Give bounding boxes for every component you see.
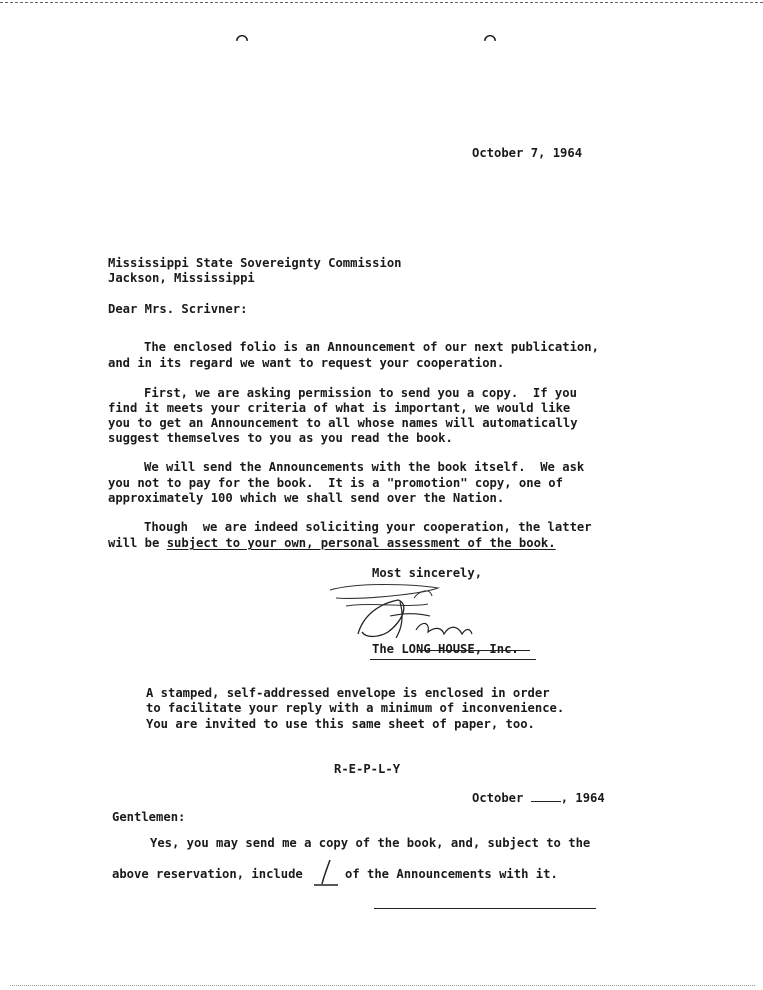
recipient-line-1: Mississippi State Sovereignty Commission bbox=[108, 256, 402, 270]
quantity-blank-mark[interactable] bbox=[312, 858, 340, 888]
paragraph-3-line-2: you not to pay for the book. It is a "promotion" copy, one of bbox=[108, 476, 563, 490]
paragraph-1-line-1: The enclosed folio is an Announcement of our next publication, bbox=[144, 340, 599, 354]
paragraph-4-prefix: will be bbox=[108, 536, 167, 550]
reply-signature-line[interactable] bbox=[374, 908, 596, 909]
strike-through-line bbox=[418, 650, 530, 651]
paragraph-3-line-1: We will send the Announcements with the book itself. We ask bbox=[144, 460, 585, 474]
binder-hole-mark-left: ⌒ bbox=[236, 26, 249, 50]
page-top-edge bbox=[0, 2, 763, 3]
underlined-assessment-phrase: subject to your own, personal assessment of the book. bbox=[166, 536, 556, 550]
enclosure-note-line-3: You are invited to use this same sheet of paper, too. bbox=[146, 717, 535, 731]
binder-hole-mark-right: ⌒ bbox=[484, 26, 497, 50]
reply-heading: R-E-P-L-Y bbox=[334, 762, 401, 776]
signature-underline bbox=[370, 659, 536, 660]
page-bottom-edge bbox=[10, 985, 755, 986]
reply-date-blank[interactable] bbox=[531, 791, 561, 802]
paragraph-1-line-2: and in its regard we want to request your cooperation. bbox=[108, 356, 505, 370]
paragraph-3-line-3: approximately 100 which we shall send over the Nation. bbox=[108, 491, 505, 505]
paragraph-4-line-2 bbox=[108, 536, 556, 550]
reply-line-1: Yes, you may send me a copy of the book, and, subject to the bbox=[150, 836, 591, 850]
salutation: Dear Mrs. Scrivner: bbox=[108, 302, 248, 316]
paragraph-4-line-1: Though we are indeed soliciting your cooperation, the latter bbox=[144, 520, 592, 534]
reply-date-suffix: , 1964 bbox=[560, 791, 605, 805]
reply-line-2-prefix: above reservation, include bbox=[112, 867, 303, 881]
paragraph-2-line-3: you to get an Announcement to all whose names will automatically bbox=[108, 416, 578, 430]
recipient-line-2: Jackson, Mississippi bbox=[108, 271, 255, 285]
reply-salutation: Gentlemen: bbox=[112, 810, 186, 824]
reply-line-2-suffix: of the Announcements with it. bbox=[345, 867, 558, 881]
letter-date: October 7, 1964 bbox=[472, 146, 583, 160]
enclosure-note-line-1: A stamped, self-addressed envelope is enclosed in order bbox=[146, 686, 550, 700]
signature-block-text: The LONG HOUSE, Inc. bbox=[372, 642, 519, 656]
closing: Most sincerely, bbox=[372, 566, 483, 580]
paragraph-2-line-1: First, we are asking permission to send you a copy. If you bbox=[144, 386, 577, 400]
reply-date bbox=[472, 791, 605, 805]
enclosure-note-line-2: to facilitate your reply with a minimum of inconvenience. bbox=[146, 701, 565, 715]
reply-date-prefix: October bbox=[472, 791, 531, 805]
paragraph-2-line-4: suggest themselves to you as you read the book. bbox=[108, 431, 453, 445]
paragraph-2-line-2: find it meets your criteria of what is important, we would like bbox=[108, 401, 571, 415]
